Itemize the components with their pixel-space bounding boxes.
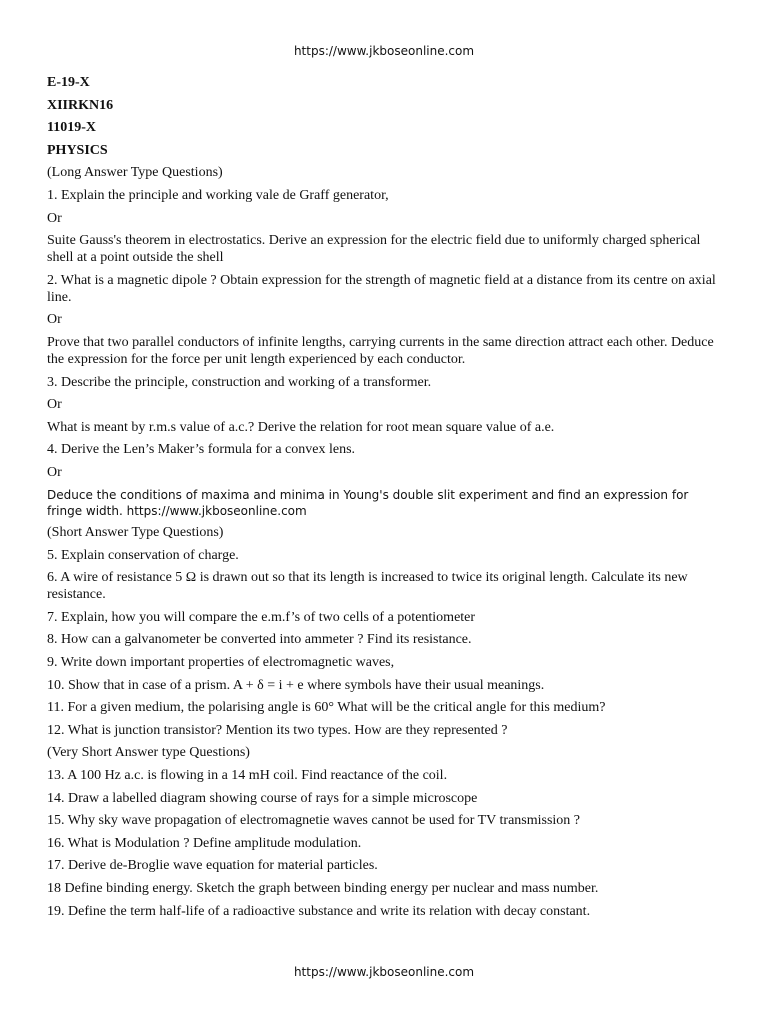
question-9: 9. Write down important properties of electromagnetic waves, [47,655,395,671]
question-6: 6. A wire of resistance 5 Ω is drawn out so that its length is increased to twice its original length. Calculate its new resistance. [47,570,688,603]
section-heading-very-short: (Very Short Answer type Questions) [47,745,250,761]
section-heading-long: (Long Answer Type Questions) [47,165,223,181]
or-separator: Or [47,397,62,413]
question-5: 5. Explain conservation of charge. [47,547,239,563]
question-2: 2. What is a magnetic dipole ? Obtain expression for the strength of magnetic field at a distance from its centre on axial line. [47,272,716,305]
question-10: 10. Show that in case of a prism. A + δ = i + e where symbols have their usual meanings. [47,677,545,693]
question-17: 17. Derive de-Broglie wave equation for material particles. [47,858,378,874]
subject-title: PHYSICS [47,142,108,158]
header-url: https://www.jkboseonline.com [293,44,475,58]
question-12: 12. What is junction transistor? Mention its two types. How are they represented ? [47,722,508,738]
question-15: 15. Why sky wave propagation of electromagnetie waves cannot be used for TV transmission ? [47,813,581,829]
question-1-alt: Suite Gauss's theorem in electrostatics. Derive an expression for the electric field due to uniformly charged spherical shell at a point outside the shell [47,233,701,266]
question-18: 18 Define binding energy. Sketch the graph between binding energy per nuclear and mass number. [47,881,599,896]
question-8: 8. How can a galvanometer be converted into ammeter ? Find its resistance. [47,632,472,648]
question-1: 1. Explain the principle and working vale de Graff generator, [47,187,389,203]
question-4-alt: Deduce the conditions of maxima and minima in Young's double slit experiment and find an expression for fringe width. https://www.jkboseonline.com [47,487,689,518]
or-separator: Or [47,464,62,480]
question-paper [47,74,719,925]
question-3-alt: What is meant by r.m.s value of a.c.? Derive the relation for root mean square value of a.e. [47,419,555,435]
question-11: 11. For a given medium, the polarising angle is 60° What will be the critical angle for this medium? [47,700,606,716]
question-13: 13. A 100 Hz a.c. is flowing in a 14 mH coil. Find reactance of the coil. [47,768,448,784]
paper-code-1: E-19-X [47,75,90,90]
question-19: 19. Define the term half-life of a radioactive substance and write its relation with decay constant. [47,903,591,919]
question-14: 14. Draw a labelled diagram showing course of rays for a simple microscope [47,790,478,806]
question-4: 4. Derive the Len’s Maker’s formula for a convex lens. [47,442,356,458]
question-2-alt: Prove that two parallel conductors of infinite lengths, carrying currents in the same direction attract each other. Deduce the expression for the force per unit length experienced by each conductor. [47,334,714,367]
or-separator: Or [47,210,62,226]
question-3: 3. Describe the principle, construction and working of a transformer. [47,374,432,390]
paper-code-2: XIIRKN16 [47,97,114,113]
question-7: 7. Explain, how you will compare the e.m.f’s of two cells of a potentiometer [47,609,476,625]
paper-code-3: 11019-X [47,120,96,136]
footer-url: https://www.jkboseonline.com [293,965,475,979]
question-16: 16. What is Modulation ? Define amplitude modulation. [47,835,362,851]
section-heading-short: (Short Answer Type Questions) [47,525,224,541]
or-separator: Or [47,312,62,328]
